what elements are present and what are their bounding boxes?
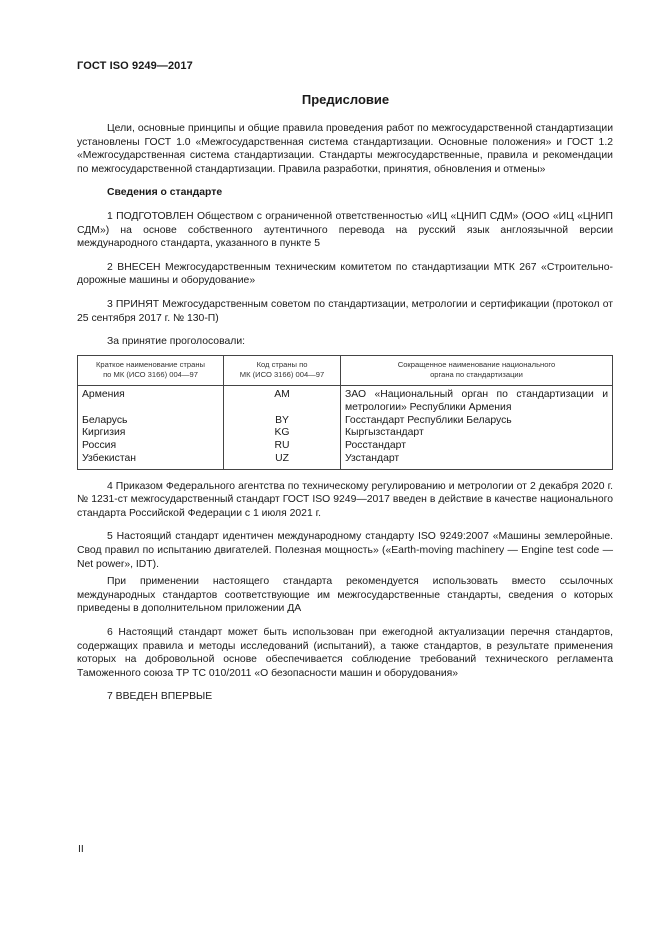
- header-code-line1: Код страны по: [256, 359, 308, 369]
- country-cell: Армения: [78, 385, 224, 414]
- code-cell: BY: [224, 415, 341, 428]
- item-5-paragraph: 5 Настоящий стандарт идентичен международному стандарту ISO 9249:2007 «Машины землеройные. Свод правил по испытанию двигателей. Полезная мощность» («Earth-moving machinery — Engine test code — Net power», IDT).: [77, 531, 613, 570]
- country-cell: Россия: [78, 440, 224, 453]
- code-cell: RU: [224, 440, 341, 453]
- header-code-line2: МК (ИСО 3166) 004—97: [239, 370, 325, 380]
- item-6-paragraph: 6 Настоящий стандарт может быть использован при ежегодной актуализации перечня стандартов, содержащих правила и методы исследований (испытаний), а также стандартов, в результате применения которых на добровольной основе обеспечивается соблюдение требований технического регламента Таможенного союза ТР ТС 010/2011 «О безопасности машин и оборудования»: [77, 627, 613, 679]
- page-title: Предисловие: [301, 92, 390, 107]
- country-cell: Узбекистан: [78, 453, 224, 469]
- item-4-paragraph: 4 Приказом Федерального агентства по техническому регулированию и метрологии от 2 декабря 2020 г. № 1231-ст межгосударственный стандарт ГОСТ ISO 9249—2017 введен в действие в качестве национального стандарта Российской Федерации с 1 июля 2021 г.: [77, 480, 613, 519]
- country-cell: Киргизия: [78, 427, 224, 440]
- item-7-paragraph: 7 ВВЕДЕН ВПЕРВЫЕ: [107, 691, 213, 703]
- org-cell: ЗАО «Национальный орган по стандартизации и метрологии» Республики Армения: [341, 385, 613, 414]
- item-2-paragraph: 2 ВНЕСЕН Межгосударственным техническим комитетом по стандартизации МТК 267 «Строительно-дорожные машины и оборудование»: [77, 261, 613, 287]
- item-3-paragraph: 3 ПРИНЯТ Межгосударственным советом по стандартизации, метрологии и сертификации (протокол от 25 сентября 2017 г. № 130-П): [77, 298, 613, 324]
- info-heading: Сведения о стандарте: [107, 187, 223, 199]
- header-country-line1: Краткое наименование страны: [96, 359, 205, 369]
- item-5-note-paragraph: При применении настоящего стандарта рекомендуется использовать вместо ссылочных международных стандартов соответствующие им межгосударственные стандарты, сведения о которых приведены в дополнительном приложении ДА: [77, 576, 613, 615]
- org-cell: Кыргызстандарт: [341, 427, 613, 440]
- item-1-paragraph: 1 ПОДГОТОВЛЕН Обществом с ограниченной ответственностью «ИЦ «ЦНИП СДМ» (ООО «ИЦ «ЦНИП СДМ») на основе собственного аутентичного перевода на русский язык англоязычной версии международного стандарта, указанного в пункте 5: [77, 210, 613, 250]
- document-code: ГОСТ ISO 9249—2017: [77, 60, 193, 72]
- header-org-line2: органа по стандартизации: [430, 370, 523, 380]
- table-header-row: [78, 355, 613, 385]
- table-row: [78, 453, 613, 469]
- code-cell: UZ: [224, 453, 341, 469]
- code-cell: KG: [224, 427, 341, 440]
- header-org: [341, 355, 613, 385]
- header-country: [78, 355, 224, 385]
- org-cell: Узстандарт: [341, 453, 613, 469]
- intro-paragraph: Цели, основные принципы и общие правила проведения работ по межгосударственной стандартизации установлены ГОСТ 1.0 «Межгосударственная система стандартизации. Основные положения» и ГОСТ 1.2 «Межгосударственная система стандартизации. Стандарты межгосударственные, правила и рекомендации по межгосударственной стандартизации. Правила разработки, принятия, обновления и отмены»: [77, 123, 613, 175]
- table-row: [78, 415, 613, 428]
- country-cell: Беларусь: [78, 415, 224, 428]
- table-row: [78, 440, 613, 453]
- vote-caption: За принятие проголосовали:: [107, 336, 246, 348]
- code-cell: AM: [224, 385, 341, 414]
- voting-table: [77, 355, 613, 470]
- org-cell: Госстандарт Республики Беларусь: [341, 415, 613, 428]
- header-code: [224, 355, 341, 385]
- table-row: [78, 385, 613, 414]
- table-row: [78, 427, 613, 440]
- document-body: [77, 122, 613, 704]
- org-cell: Росстандарт: [341, 440, 613, 453]
- header-country-line2: по МК (ИСО 3166) 004—97: [103, 370, 198, 380]
- header-org-line1: Сокращенное наименование национального: [397, 359, 556, 369]
- page-number: II: [78, 844, 84, 855]
